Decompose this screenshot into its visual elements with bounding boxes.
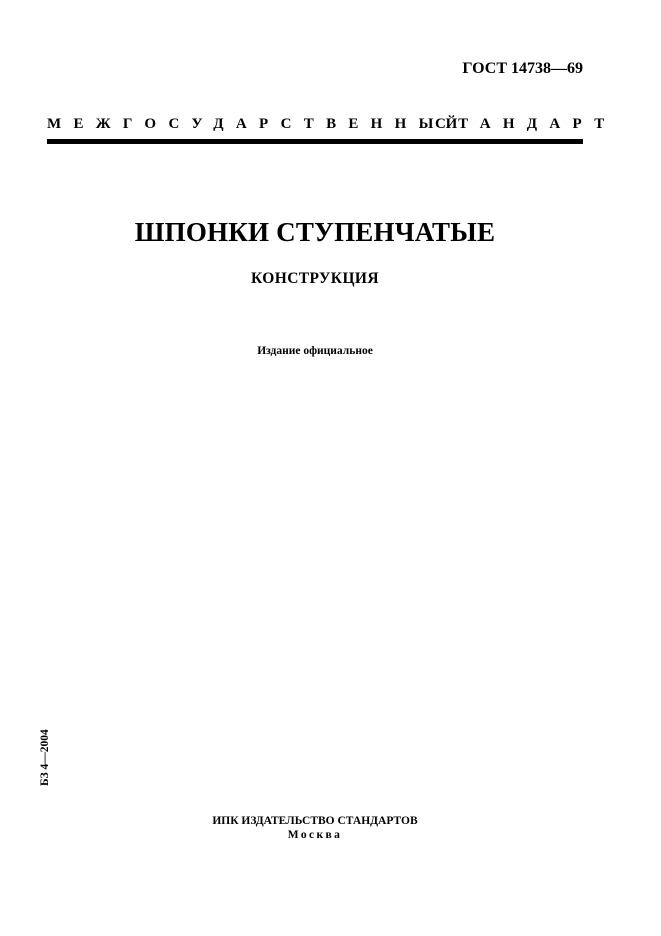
header-word-standard: СТАНДАРТ <box>435 116 617 132</box>
edition-note: Издание официальное <box>257 345 373 357</box>
standard-code: ГОСТ 14738—69 <box>462 60 583 77</box>
side-code: БЗ 4—2004 <box>39 729 51 786</box>
header-word-interstate: МЕЖГОСУДАРСТВЕННЫЙ <box>47 116 470 132</box>
publisher-name: ИПК ИЗДАТЕЛЬСТВО СТАНДАРТОВ <box>212 815 418 827</box>
header-rule <box>47 139 583 144</box>
publisher-city: Москва <box>287 829 343 841</box>
document-subtitle: КОНСТРУКЦИЯ <box>251 270 379 287</box>
document-title: ШПОНКИ СТУПЕНЧАТЫЕ <box>134 217 496 247</box>
